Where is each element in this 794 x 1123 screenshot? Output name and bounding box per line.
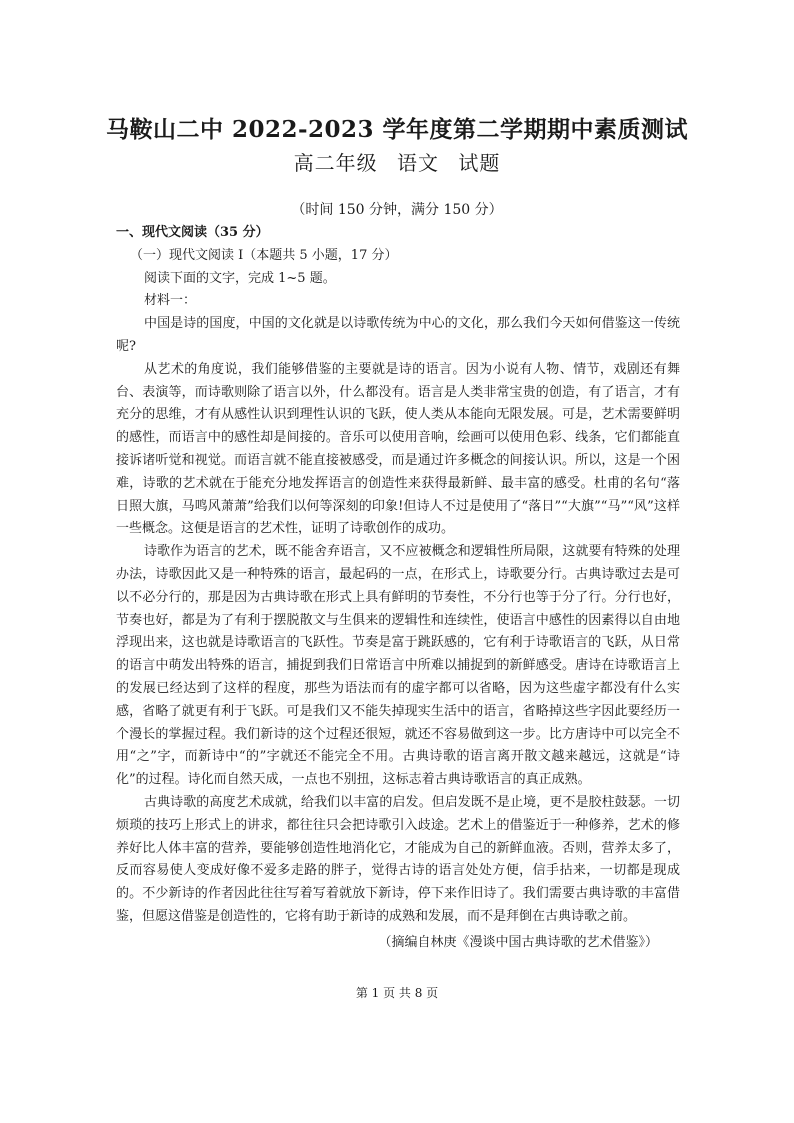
subsection-heading: （一）现代文阅读 I（本题共 5 小题，17 分） — [130, 247, 398, 263]
exam-title: 马鞍山二中 2022-2023 学年度第二学期期中素质测试 — [105, 116, 689, 143]
kind-label: 试题 — [458, 151, 501, 175]
paragraph: 诗歌作为语言的艺术，既不能舍弃语言，又不应被概念和逻辑性所局限，这就要有特殊的处理办法，诗歌因此又是一种特殊的语言，最起码的一点，在形式上，诗歌要分行。古典诗歌过去是可以不必分行的，那是因为古典诗歌在形式上具有鲜明的节奏性，不分行也等于分了行。分行也好，节奏也好，都是为了有利于摆脱散文与生俱来的逻辑性和连续性，使语言中感性的因素得以自由地浮现出来，这也就是诗歌语言的飞跃性。节奏是富于跳跃感的，它有利于诗歌语言的飞跃，从日常的语言中萌发出特殊的语言，捕捉到我们日常语言中所难以捕捉到的新鲜感受。唐诗在诗歌语言上的发展已经达到了这样的程度，那些为语法而有的虚字都可以省略，因为这些虚字都没有什么实感，省略了就更有利于飞跃。可是我们又不能失掉现实生活中的语言，省略掉这些字因此要经历一个漫长的掌握过程。我们新诗的这个过程还很短，就还不容易做到这一步。比方唐诗中可以完全不用“之”字，而新诗中“的”字就还不能完全不用。古典诗歌的语言离开散文越来越远，这就是“诗化”的过程。诗化而自然天成，一点也不别扭，这标志着古典诗歌语言的真正成熟。 — [116, 544, 680, 788]
material-label: 材料一： — [144, 293, 197, 309]
source-citation: （摘编自林庚《漫谈中国古典诗歌的艺术借鉴》） — [378, 934, 658, 950]
paragraph: 从艺术的角度说，我们能够借鉴的主要就是诗的语言。因为小说有人物、情节，戏剧还有舞台、表演等，而诗歌则除了语言以外，什么都没有。语言是人类非常宝贵的创造，有了语言，才有充分的思维，才有从感性认识到理性认识的飞跃，使人类从本能向无限发展。可是，艺术需要鲜明的感性，而语言中的感性却是间接的。音乐可以使用音响，绘画可以使用色彩、线条，它们都能直接诉诸听觉和视觉。而语言就不能直接被感受，而是通过许多概念的间接认识。所以，这是一个困难，诗歌的艺术就在于能充分地发挥语言的创造性来获得最新鲜、最丰富的感受。杜甫的名句“落日照大旗，马鸣风萧萧”给我们以何等深刻的印象!但诗人不过是使用了“落日”“大旗”“马”“风”这样一些概念。这便是语言的艺术性，证明了诗歌创作的成功。 — [116, 361, 680, 537]
paragraph: 古典诗歌的高度艺术成就，给我们以丰富的启发。但启发既不是止境，更不是胶柱鼓瑟。一切烦琐的技巧上形式上的讲求，都往往只会把诗歌引入歧途。艺术上的借鉴近于一种修养，艺术的修养好比人体丰富的营养，要能够创造性地消化它，才能成为自己的新鲜血液。否则，营养太多了，反而容易使人变成好像不爱多走路的胖子，觉得古诗的语言处处方便，信手拈来，一切都是现成的。不少新诗的作者因此往往写着写着就放下新诗，停下来作旧诗了。我们需要古典诗歌的丰富借鉴，但愿这借鉴是创造性的，它将有助于新诗的成熟和发展，而不是拜倒在古典诗歌之前。 — [116, 794, 680, 924]
exam-body — [116, 222, 680, 955]
section-heading: 一、现代文阅读（35 分） — [116, 225, 269, 240]
grade-label: 高二年级 — [293, 151, 378, 175]
time-info: （时间 150 分钟，满分 150 分） — [291, 202, 503, 218]
subject-label: 语文 — [397, 151, 439, 175]
exam-subtitle — [0, 147, 794, 176]
page-footer: 第 1 页 共 8 页 — [355, 986, 439, 1000]
reading-instruction: 阅读下面的文字，完成 1~5 题。 — [144, 270, 336, 286]
paragraph: 中国是诗的国度，中国的文化就是以诗歌传统为中心的文化，那么我们今天如何借鉴这一传统呢? — [116, 316, 680, 354]
